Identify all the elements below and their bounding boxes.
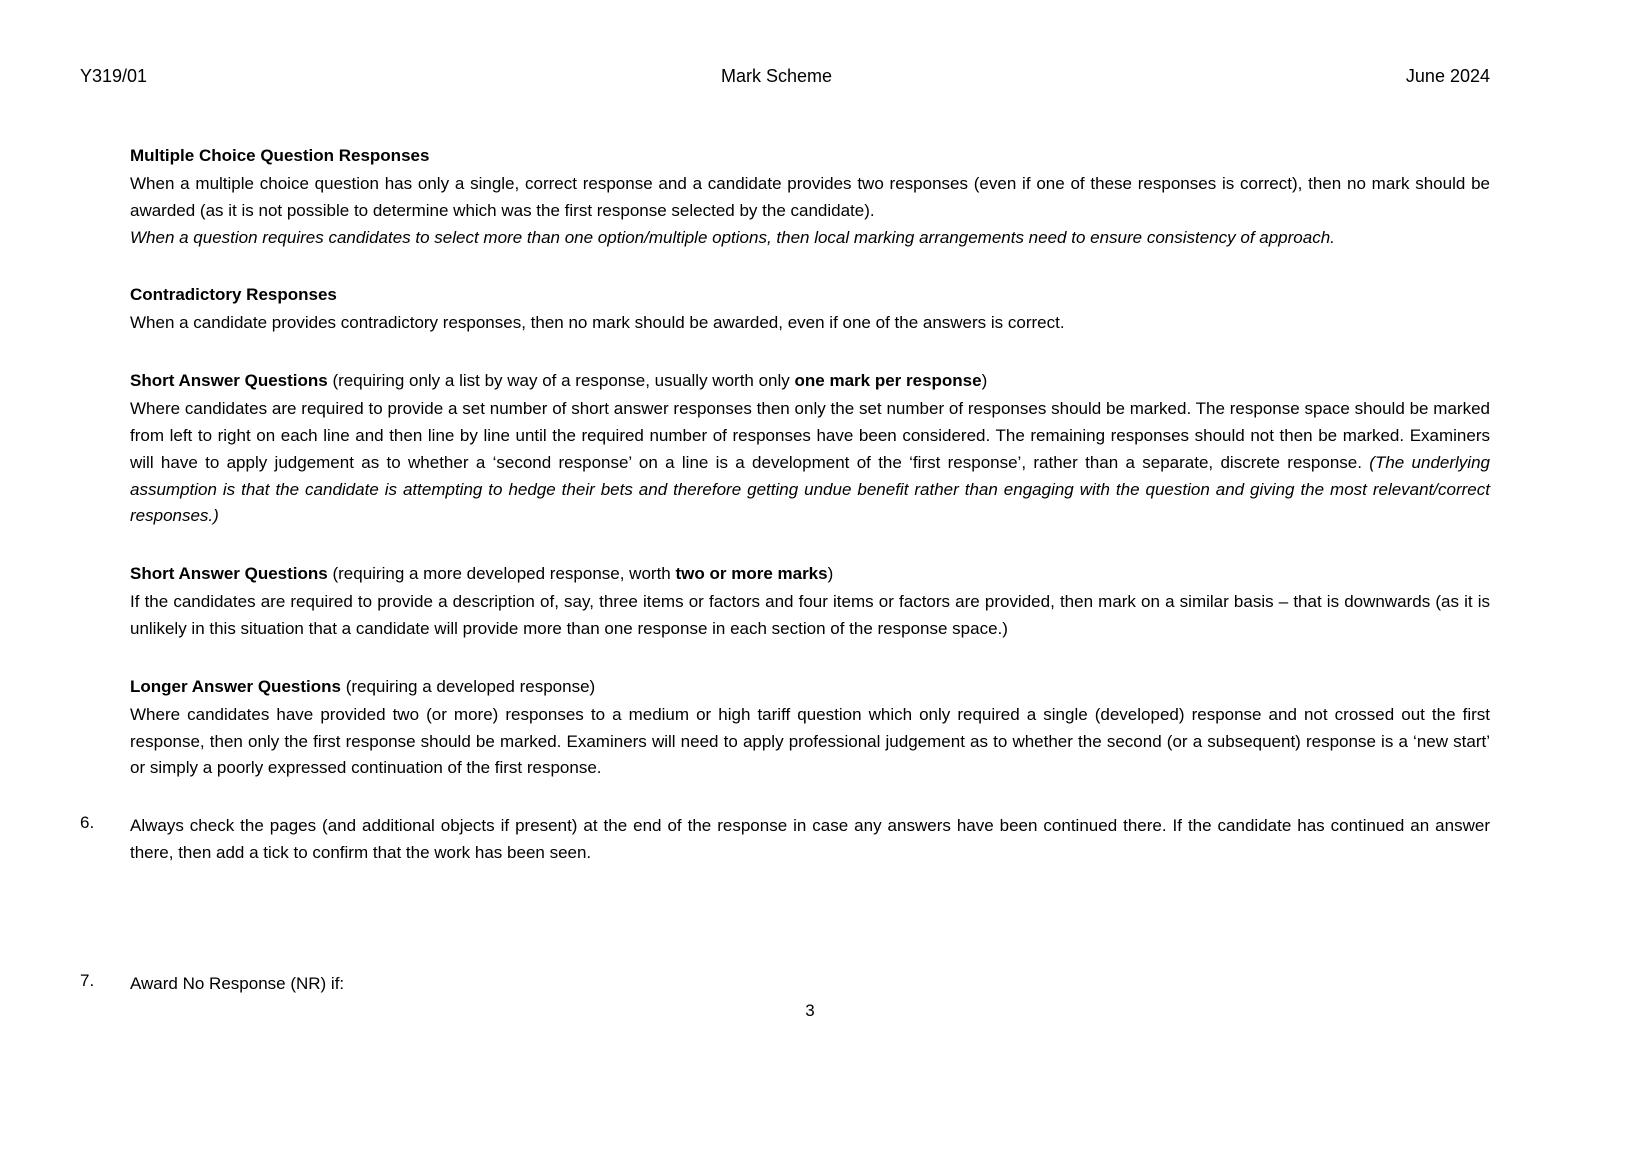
section-paragraph-italic: When a question requires candidates to select more than one option/multiple options, then local marking arrangements need to ensure consistency of approach. [130, 227, 1335, 247]
heading-text: Contradictory Responses [130, 285, 337, 305]
item-text: Award No Response (NR) if: [130, 974, 345, 994]
section-heading [130, 143, 1490, 170]
section-paragraph: When a multiple choice question has only a single, correct response and a candidate provides two responses (even if one of these responses is correct), then no mark should be awarded (as it is not possible to determine which was the first response selected by the candidate). [130, 173, 1490, 220]
heading-text-normal: ) [827, 564, 834, 584]
heading-text-normal: (requiring only a list by way of a response, usually worth only [327, 371, 795, 391]
item-number: 7. [80, 971, 95, 991]
heading-text-normal: (requiring a developed response) [340, 676, 596, 696]
heading-text-normal: ) [981, 371, 988, 391]
section-heading [130, 674, 1490, 701]
section-heading [130, 368, 1490, 395]
heading-text-bold: Short Answer Questions [130, 371, 328, 391]
numbered-item-7 [80, 971, 1490, 998]
heading-text-bold: Short Answer Questions [130, 564, 328, 584]
section-paragraph [130, 396, 1490, 530]
section-longer-answer [130, 674, 1490, 782]
section-short-answer-list [130, 368, 1490, 530]
section-short-answer-developed [130, 561, 1490, 643]
paragraph-text: Where candidates are required to provide a set number of short answer responses then only the set number of responses should be marked. The response space should be marked from left to right on each line and then line by line until the required number of responses have been considered. The remaining responses should not then be marked. Examiners will have to apply judgement as to whether a ‘second response’ on a line is a development of the ‘first response’, rather than a separate, discrete response. [130, 399, 1490, 472]
heading-text: Multiple Choice Question Responses [130, 146, 430, 165]
document-code: Y319/01 [80, 66, 148, 86]
page-header [80, 66, 1490, 87]
heading-text-bold: one mark per response [794, 371, 982, 391]
section-multiple-choice [130, 143, 1490, 251]
section-heading [130, 561, 1490, 588]
numbered-item-6 [80, 813, 1490, 867]
heading-text-bold: two or more marks [675, 564, 828, 584]
document-date: June 2024 [1405, 66, 1490, 86]
heading-text-normal: (requiring a more developed response, worth [327, 564, 676, 584]
section-paragraph: When a candidate provides contradictory responses, then no mark should be awarded, even if one of the answers is correct. [130, 313, 1065, 333]
page-number: 3 [805, 1000, 815, 1020]
item-number: 6. [80, 813, 95, 833]
document-title: Mark Scheme [720, 66, 833, 86]
document-body [80, 143, 1490, 1025]
section-paragraph: If the candidates are required to provide a description of, say, three items or factors and four items or factors are provided, then mark on a similar basis – that is downwards (as it is unlikely in this situation that a candidate will provide more than one response in each section of the response space.) [130, 592, 1490, 639]
item-text: Always check the pages (and additional objects if present) at the end of the response in case any answers have been continued there. If the candidate has continued an answer there, then add a tick to confirm that the work has been seen. [130, 816, 1490, 863]
section-heading [130, 282, 1490, 309]
paragraph-text-italic: (The underlying assumption is that the candidate is attempting to hedge their bets and therefore getting undue benefit rather than engaging with the question and giving the most relevant/correct responses.) [130, 452, 1490, 526]
section-paragraph: Where candidates have provided two (or more) responses to a medium or high tariff question which only required a single (developed) response and not crossed out the first response, then only the first response should be marked. Examiners will need to apply professional judgement as to whether the second (or a subsequent) response is a ‘new start’ or simply a poorly expressed continuation of the first response. [130, 704, 1490, 778]
section-contradictory [130, 282, 1490, 337]
heading-text-bold: Longer Answer Questions [130, 676, 341, 696]
